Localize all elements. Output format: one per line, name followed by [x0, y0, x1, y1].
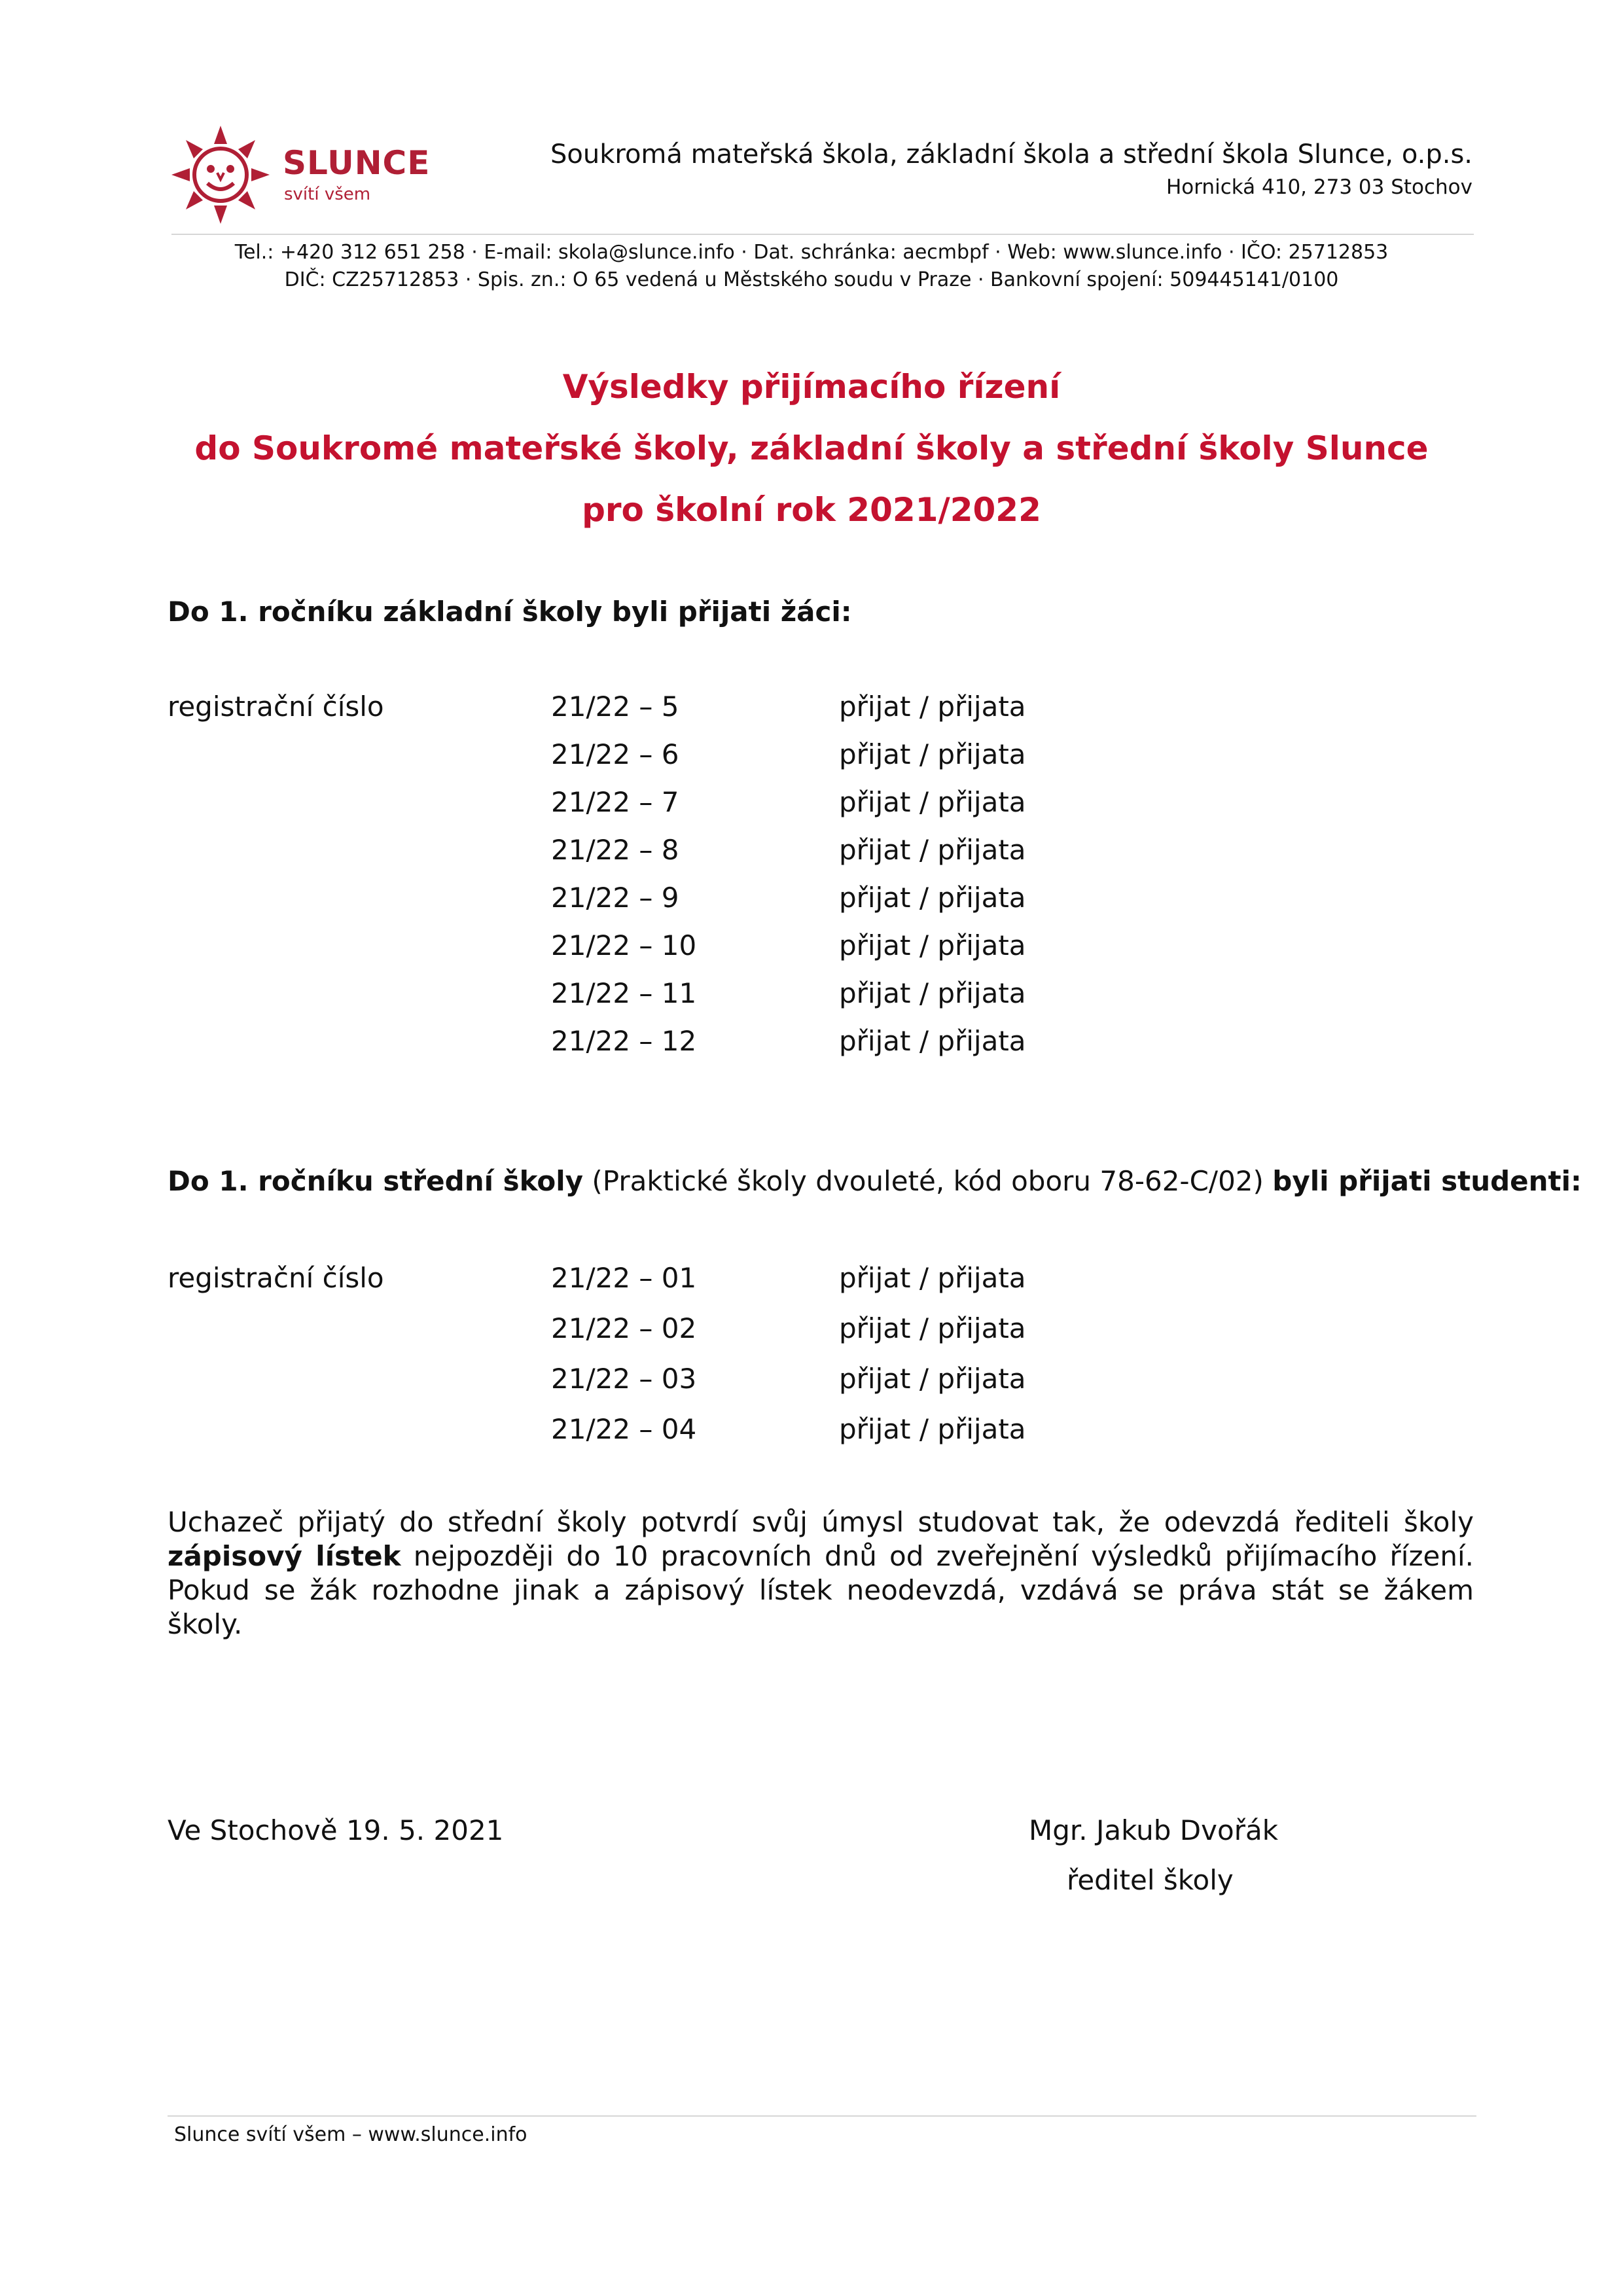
registration-number: 21/22 – 5	[551, 691, 679, 723]
result-row	[0, 1025, 1623, 1073]
result-row	[0, 977, 1623, 1025]
organization-name: Soukromá mateřská škola, základní škola a střední škola Slunce, o.p.s.	[550, 139, 1472, 170]
registration-number-label: registrační číslo	[168, 691, 384, 723]
admission-status: přijat / přijata	[839, 1312, 1026, 1344]
logo-brand: SLUNCE	[283, 144, 431, 182]
registration-number: 21/22 – 10	[551, 929, 697, 961]
sun-face-icon	[171, 119, 270, 230]
registration-number: 21/22 – 04	[551, 1413, 697, 1445]
admission-status: přijat / přijata	[839, 929, 1026, 961]
instructions-part-1: Uchazeč přijatý do střední školy potvrdí svůj úmysl studovat tak, že odevzdá řediteli školy	[168, 1506, 1474, 1538]
registration-number: 21/22 – 11	[551, 977, 697, 1009]
result-row	[0, 1363, 1623, 1413]
contact-line-1: Tel.: +420 312 651 258 · E-mail: skola@slunce.info · Dat. schránka: aecmbpf · Web: www.slunce.info · IČO: 25712853	[234, 241, 1389, 264]
registration-number: 21/22 – 9	[551, 882, 679, 914]
signatory-name: Mgr. Jakub Dvořák	[1029, 1814, 1279, 1846]
registration-number: 21/22 – 03	[551, 1363, 697, 1395]
footer-text: Slunce svítí všem – www.slunce.info	[174, 2123, 527, 2146]
result-row	[0, 1262, 1623, 1312]
admission-status: přijat / přijata	[839, 1363, 1026, 1395]
admission-status: přijat / přijata	[839, 691, 1026, 723]
result-row	[0, 786, 1623, 834]
result-row	[0, 691, 1623, 738]
logo-tagline: svítí všem	[284, 185, 371, 204]
school-logo	[171, 119, 431, 230]
registration-number: 21/22 – 6	[551, 738, 679, 770]
organization-address: Hornická 410, 273 03 Stochov	[1166, 175, 1472, 199]
admission-status: přijat / přijata	[839, 834, 1026, 866]
secondary-school-heading-program: (Praktické školy dvouleté, kód oboru 78-62-C/02)	[583, 1165, 1273, 1197]
document-title-line-1: Výsledky přijímacího řízení	[562, 368, 1061, 406]
result-row	[0, 929, 1623, 977]
registration-number-label: registrační číslo	[168, 1262, 384, 1294]
registration-number: 21/22 – 8	[551, 834, 679, 866]
result-row	[0, 738, 1623, 786]
admission-status: přijat / přijata	[839, 1025, 1026, 1057]
primary-school-heading-text: Do 1. ročníku základní školy byli přijati žáci:	[168, 596, 852, 628]
secondary-school-results	[0, 1262, 1623, 1463]
admission-status: přijat / přijata	[839, 977, 1026, 1009]
admission-status: přijat / přijata	[839, 738, 1026, 770]
registration-number: 21/22 – 02	[551, 1312, 697, 1344]
registration-number: 21/22 – 7	[551, 786, 679, 818]
contact-line-2: DIČ: CZ25712853 · Spis. zn.: O 65 vedená u Městského soudu v Praze · Bankovní spojení: 509445141/0100	[284, 268, 1339, 291]
place-and-date: Ve Stochově 19. 5. 2021	[168, 1814, 504, 1846]
registration-number: 21/22 – 12	[551, 1025, 697, 1057]
result-row	[0, 882, 1623, 929]
admission-status: přijat / přijata	[839, 882, 1026, 914]
secondary-school-heading	[168, 1165, 1582, 1197]
signatory-role: ředitel školy	[1067, 1864, 1234, 1896]
primary-school-results	[0, 691, 1623, 1073]
result-row	[0, 1312, 1623, 1363]
registration-number: 21/22 – 01	[551, 1262, 697, 1294]
instructions-bold-term: zápisový lístek	[168, 1540, 401, 1572]
admission-status: přijat / přijata	[839, 786, 1026, 818]
secondary-school-heading-bold-1: Do 1. ročníku střední školy	[168, 1165, 584, 1197]
document-title-line-3: pro školní rok 2021/2022	[582, 491, 1041, 529]
instructions-part-2: nejpozději do 10 pracovních dnů od zveřejnění výsledků přijímacího řízení. Pokud se žák rozhodne jinak a zápisový lístek neodevzdá, vzdává se práva stát se žákem školy.	[168, 1540, 1474, 1640]
secondary-school-heading-bold-2: byli přijati studenti:	[1272, 1165, 1582, 1197]
admission-status: přijat / přijata	[839, 1262, 1026, 1294]
result-row	[0, 1413, 1623, 1463]
admission-status: přijat / přijata	[839, 1413, 1026, 1445]
header-divider	[171, 234, 1474, 235]
document-title-line-2: do Soukromé mateřské školy, základní školy a střední školy Slunce	[194, 429, 1429, 467]
enrollment-instructions	[168, 1505, 1474, 1641]
result-row	[0, 834, 1623, 882]
primary-school-heading	[168, 596, 852, 628]
footer-divider	[168, 2115, 1476, 2117]
